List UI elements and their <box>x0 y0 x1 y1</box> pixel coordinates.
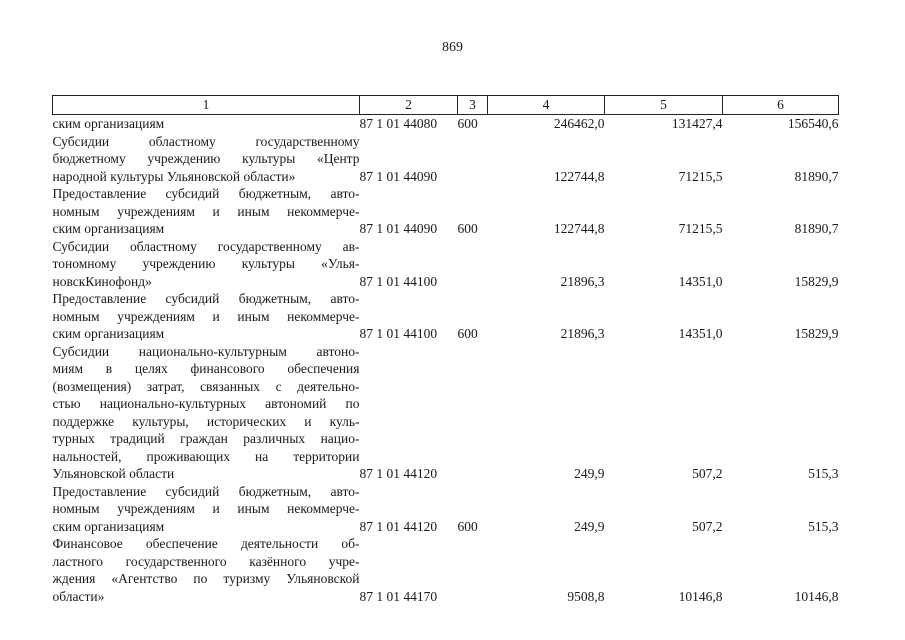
expense-item-name-line: ским организациям <box>52 326 165 341</box>
expense-item-name-line: номным учреждениям и иным некоммерче- <box>52 203 360 219</box>
expense-item-name-line: Предоставление субсидий бюджетным, авто- <box>52 291 360 306</box>
expense-item-name-line: поддержке культуры, исторических и куль- <box>52 413 360 429</box>
expense-item-name-line: номным учреждениям и иным некоммерче- <box>52 501 360 516</box>
expense-item-name <box>53 343 360 483</box>
amount-column-4: 246462,0 <box>553 116 605 131</box>
amount-column-4: 122744,8 <box>553 168 605 184</box>
page-number: 869 <box>442 40 463 55</box>
expense-item-name-line: номным учреждениям и иным некоммерче- <box>52 308 360 324</box>
amount-column-5: 131427,4 <box>671 116 723 131</box>
table-row <box>53 238 839 291</box>
expense-item-name-line: стью национально-культурных автономий по <box>52 396 360 411</box>
expense-item-name-line: Предоставление субсидий бюджетным, авто- <box>52 483 360 499</box>
classification-code: 87 1 01 44090 <box>359 168 438 184</box>
column-header-4: 4 <box>488 96 605 115</box>
amount-column-6: 81890,7 <box>794 221 839 236</box>
expense-type-code <box>458 535 488 605</box>
amount-column-6: 515,3 <box>808 518 839 534</box>
classification-code: 87 1 01 44090 <box>359 221 438 236</box>
expense-item-name <box>53 115 360 133</box>
expense-type-code <box>458 133 488 186</box>
expense-item-name <box>53 483 360 536</box>
classification-code: 87 1 01 44120 <box>359 518 438 534</box>
expense-item-name-line: Субсидии областному государственному <box>52 133 360 149</box>
column-header-6: 6 <box>723 96 839 115</box>
table-row <box>53 115 839 133</box>
expense-item-name-line: Субсидии областному государственному ав- <box>52 238 360 254</box>
expense-item-name-line: Предоставление субсидий бюджетным, авто- <box>52 186 360 201</box>
expense-type-code: 600 <box>457 116 478 131</box>
expense-item-name-line: ластного государственного казённого учре- <box>52 553 360 569</box>
table-body <box>53 115 839 606</box>
expense-item-name-line: турных традиций граждан различных нацио- <box>52 431 360 446</box>
amount-column-5: 71215,5 <box>678 221 723 236</box>
classification-code: 87 1 01 44100 <box>359 273 438 289</box>
classification-code: 87 1 01 44100 <box>359 326 438 341</box>
column-header-2: 2 <box>360 96 458 115</box>
amount-column-4: 21896,3 <box>560 326 605 341</box>
amount-column-6: 10146,8 <box>794 588 839 604</box>
amount-column-5: 507,2 <box>692 466 723 481</box>
amount-column-4: 9508,8 <box>567 588 605 604</box>
expense-type-code <box>458 238 488 291</box>
table-row <box>53 535 839 605</box>
amount-column-4: 122744,8 <box>553 221 605 236</box>
expense-item-name-line: нальностей, проживающих на территории <box>52 448 360 464</box>
expense-item-name-line: ским организациям <box>52 221 165 236</box>
expense-item-name <box>53 133 360 186</box>
amount-column-5: 14351,0 <box>678 326 723 341</box>
expense-item-name <box>53 290 360 343</box>
column-header-1: 1 <box>53 96 360 115</box>
expense-item-name-line: тономному учреждению культуры «Улья- <box>52 256 360 271</box>
amount-column-4: 249,9 <box>574 466 605 481</box>
expense-item-name-line: Ульяновской области <box>52 466 175 481</box>
expense-item-name-line: новскКинофонд» <box>52 273 152 289</box>
classification-code: 87 1 01 44170 <box>359 588 438 604</box>
expense-type-code: 600 <box>457 221 478 236</box>
expense-item-name-line: ждения «Агентство по туризму Ульяновской <box>52 571 360 586</box>
amount-column-6: 15829,9 <box>794 326 839 341</box>
column-header-5: 5 <box>605 96 723 115</box>
amount-column-4: 249,9 <box>574 518 605 534</box>
amount-column-6: 515,3 <box>808 466 839 481</box>
expense-item-name-line: бюджетному учреждению культуры «Центр <box>52 151 360 166</box>
table-header-row <box>53 96 839 115</box>
expense-item-name-line: области» <box>52 588 105 604</box>
amount-column-6: 15829,9 <box>794 273 839 289</box>
expense-item-name-line: народной культуры Ульяновской области» <box>52 168 296 184</box>
amount-column-6: 156540,6 <box>787 116 839 131</box>
expense-type-code: 600 <box>457 518 478 534</box>
table-row <box>53 133 839 186</box>
table-row <box>53 290 839 343</box>
expense-type-code: 600 <box>457 326 478 341</box>
table-row <box>53 185 839 238</box>
expense-item-name-line: (возмещения) затрат, связанных с деятельно- <box>52 378 360 394</box>
expense-item-name <box>53 535 360 605</box>
budget-table <box>52 95 839 605</box>
classification-code: 87 1 01 44080 <box>359 116 438 131</box>
amount-column-6: 81890,7 <box>794 168 839 184</box>
classification-code: 87 1 01 44120 <box>359 466 438 481</box>
table-row <box>53 343 839 483</box>
amount-column-5: 507,2 <box>692 518 723 534</box>
expense-item-name-line: ским организациям <box>52 518 165 534</box>
expense-item-name-line: Финансовое обеспечение деятельности об- <box>52 536 360 551</box>
amount-column-5: 10146,8 <box>678 588 723 604</box>
table-row <box>53 483 839 536</box>
expense-item-name <box>53 185 360 238</box>
amount-column-4: 21896,3 <box>560 273 605 289</box>
amount-column-5: 71215,5 <box>678 168 723 184</box>
column-header-3: 3 <box>458 96 488 115</box>
expense-type-code <box>458 343 488 483</box>
expense-item-name-line: ским организациям <box>52 116 165 131</box>
expense-item-name-line: Субсидии национально-культурным автоно- <box>52 343 360 359</box>
expense-item-name-line: миям в целях финансового обеспечения <box>52 361 360 376</box>
amount-column-5: 14351,0 <box>678 273 723 289</box>
expense-item-name <box>53 238 360 291</box>
